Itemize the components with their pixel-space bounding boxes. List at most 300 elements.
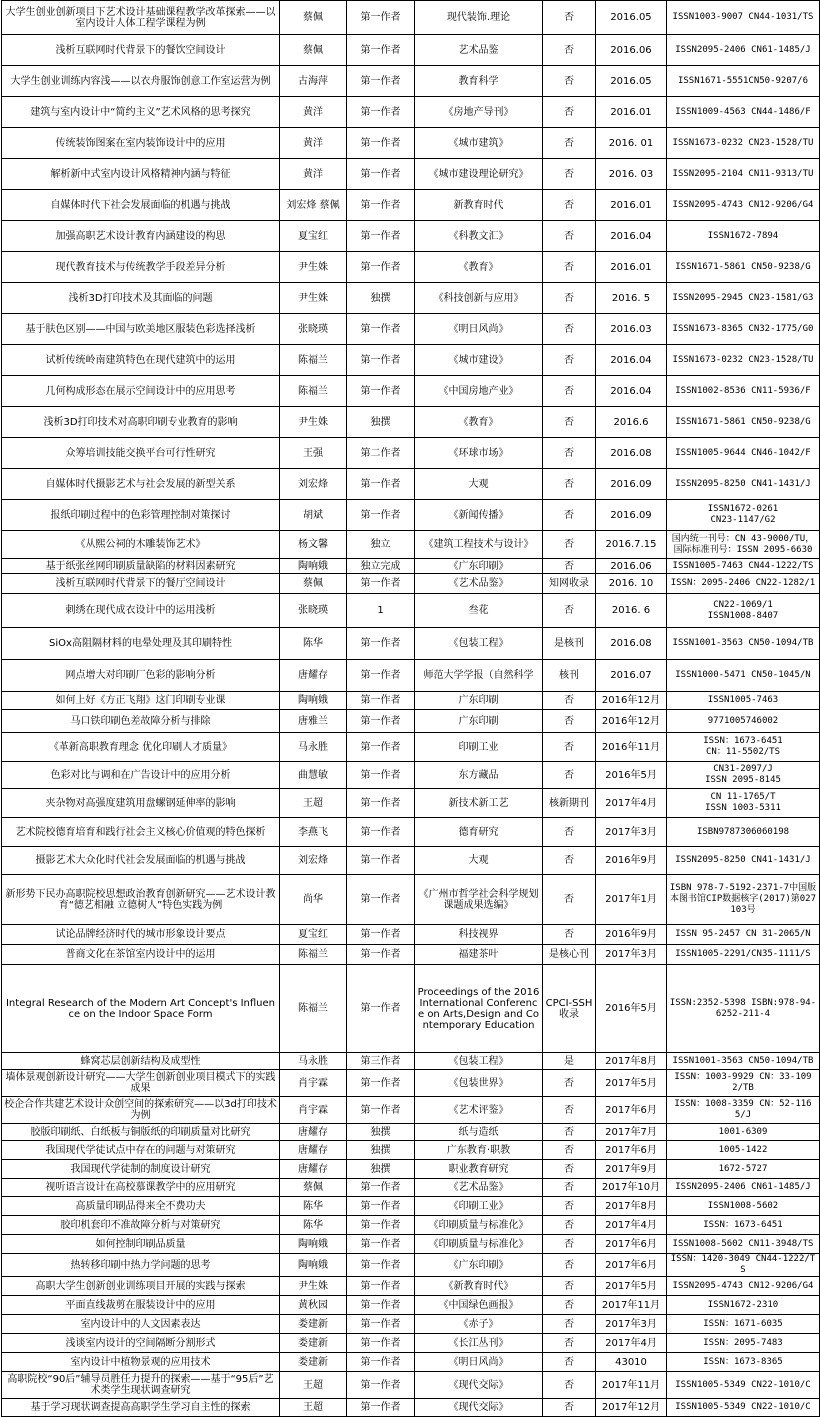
- issn-cn-cell: ISSN1001-3563 CN50-1094/TB: [667, 628, 820, 660]
- journal-cell: 艺术品鉴: [415, 35, 543, 66]
- paper-title-cell: SiOx高阻隔材料的电晕处理及其印刷特性: [2, 628, 280, 660]
- publish-date-cell: 2017年8月: [596, 1053, 667, 1070]
- author-cell: 刘宏烽: [280, 469, 347, 500]
- indexed-cell: 否: [543, 818, 596, 847]
- issn-cn-cell: 1672-5727: [667, 1160, 820, 1179]
- author-role-cell: 第一作者: [347, 1315, 415, 1334]
- author-cell: 陶响娥: [280, 1254, 347, 1277]
- table-row: [2, 469, 820, 500]
- author-role-cell: 第一作者: [347, 1296, 415, 1315]
- issn-cn-cell: ISSN2095-2104 CN11-9313/TU: [667, 159, 820, 190]
- author-role-cell: 第一作者: [347, 818, 415, 847]
- journal-cell: 《科教文汇》: [415, 221, 543, 252]
- publish-date-cell: 2016. 5: [596, 283, 667, 314]
- journal-cell: 《建筑工程技术与设计》: [415, 531, 543, 559]
- paper-title-cell: 普商文化在茶馆室内设计中的运用: [2, 945, 280, 965]
- author-cell: 陶响娥: [280, 692, 347, 710]
- paper-title-cell: 浅析互联网时代背景下的餐饮空间设计: [2, 35, 280, 66]
- author-role-cell: 第一作者: [347, 1097, 415, 1124]
- indexed-cell: 否: [543, 407, 596, 438]
- journal-cell: 新教育时代: [415, 190, 543, 221]
- paper-title-cell: 浅析3D打印技术对高职印刷专业教育的影响: [2, 407, 280, 438]
- paper-title-cell: 报纸印刷过程中的色彩管理控制对策探讨: [2, 500, 280, 531]
- paper-title-cell: 浅谈室内设计的空间隔断分割形式: [2, 1334, 280, 1353]
- issn-cn-cell: ISBN9787306060198: [667, 818, 820, 847]
- author-role-cell: 第一作者: [347, 660, 415, 692]
- paper-title-cell: 众筹培训技能交换平台可行性研究: [2, 438, 280, 469]
- author-cell: 肖宇霖: [280, 1070, 347, 1097]
- journal-cell: 德育研究: [415, 818, 543, 847]
- author-cell: 王超: [280, 1372, 347, 1399]
- publish-date-cell: 2016.6: [596, 407, 667, 438]
- indexed-cell: 否: [543, 469, 596, 500]
- table-row: [2, 1277, 820, 1296]
- issn-cn-cell: ISSN1672-0261 CN23-1147/G2: [667, 500, 820, 531]
- table-row: [2, 1141, 820, 1160]
- indexed-cell: 否: [543, 159, 596, 190]
- publish-date-cell: 2016.08: [596, 438, 667, 469]
- journal-cell: 《科技创新与应用》: [415, 283, 543, 314]
- indexed-cell: 否: [543, 128, 596, 159]
- table-row: [2, 1296, 820, 1315]
- issn-cn-cell: ISSN1008-5602 CN11-3948/TS: [667, 1235, 820, 1254]
- issn-cn-cell: ISSN：1673-6451 CN：11-5502/TS: [667, 733, 820, 762]
- author-role-cell: 第三作者: [347, 1053, 415, 1070]
- table-row: [2, 945, 820, 965]
- paper-title-cell: 《革新高职教育理念 优化印刷人才质量》: [2, 733, 280, 762]
- issn-cn-cell: ISSN：1420-3049 CN44-1222/TS: [667, 1254, 820, 1277]
- indexed-cell: 否: [543, 190, 596, 221]
- paper-title-cell: 新形势下民办高职院校思想政治教育创新研究——艺术设计教育“德艺相融 立德树人”特色实践为例: [2, 875, 280, 925]
- paper-title-cell: 室内设计中的人文因素表达: [2, 1315, 280, 1334]
- journal-cell: 教育科学: [415, 66, 543, 97]
- author-cell: 尹生姝: [280, 252, 347, 283]
- indexed-cell: 是核刊: [543, 628, 596, 660]
- journal-cell: 《艺术品鉴》: [415, 1179, 543, 1197]
- journal-cell: 《教育》: [415, 407, 543, 438]
- author-cell: 蔡佩: [280, 35, 347, 66]
- issn-cn-cell: ISSN1005-7463: [667, 692, 820, 710]
- author-role-cell: 第一作者: [347, 1399, 415, 1417]
- publish-date-cell: 43010: [596, 1353, 667, 1372]
- author-cell: 陈福兰: [280, 945, 347, 965]
- journal-cell: 纸与造纸: [415, 1124, 543, 1141]
- journal-cell: 《房地产导刊》: [415, 97, 543, 128]
- author-role-cell: 第一作者: [347, 733, 415, 762]
- issn-cn-cell: ISSN2095-4743 CN12-9206/G4: [667, 190, 820, 221]
- paper-title-cell: 马口铁印刷色差故障分析与排除: [2, 710, 280, 733]
- paper-title-cell: 胶版印刷纸、白纸板与铜版纸的印刷质量对比研究: [2, 1124, 280, 1141]
- journal-cell: 广东印刷: [415, 692, 543, 710]
- issn-cn-cell: ISSN1003-9007 CN44-1031/TS: [667, 1, 820, 35]
- publish-date-cell: 2016. 01: [596, 128, 667, 159]
- publish-date-cell: 2017年3月: [596, 945, 667, 965]
- author-cell: 马永胜: [280, 1053, 347, 1070]
- journal-cell: 《教育》: [415, 252, 543, 283]
- author-cell: 娄建新: [280, 1315, 347, 1334]
- table-row: [2, 1, 820, 35]
- author-cell: 陈华: [280, 628, 347, 660]
- issn-cn-cell: ISSN1000-5471 CN50-1045/N: [667, 660, 820, 692]
- paper-title-cell: 蜂窝芯层创新结构及成型性: [2, 1053, 280, 1070]
- issn-cn-cell: ISSN1005-2291/CN35-1111/S: [667, 945, 820, 965]
- author-role-cell: 独撰: [347, 1141, 415, 1160]
- author-cell: 陈华: [280, 1197, 347, 1216]
- journal-cell: 《包装工程》: [415, 1053, 543, 1070]
- issn-cn-cell: ISSN1001-3563 CN50-1094/TB: [667, 1053, 820, 1070]
- journal-cell: 现代装饰.理论: [415, 1, 543, 35]
- author-role-cell: 第一作者: [347, 500, 415, 531]
- publish-date-cell: 2016.04: [596, 221, 667, 252]
- indexed-cell: 否: [543, 1254, 596, 1277]
- author-role-cell: 第一作者: [347, 875, 415, 925]
- paper-title-cell: 基于纸张丝网印刷质量缺陷的材料因素研究: [2, 559, 280, 574]
- author-cell: 李燕飞: [280, 818, 347, 847]
- journal-cell: 《艺术评鉴》: [415, 1097, 543, 1124]
- journal-cell: 叁花: [415, 594, 543, 628]
- issn-cn-cell: ISSN1005-5349 CN22-1010/C: [667, 1372, 820, 1399]
- table-row: [2, 1070, 820, 1097]
- issn-cn-cell: ISSN2095-2406 CN61-1485/J: [667, 1179, 820, 1197]
- author-cell: 唐耀存: [280, 1141, 347, 1160]
- indexed-cell: 否: [543, 1097, 596, 1124]
- table-row: [2, 789, 820, 818]
- publish-date-cell: 2016.08: [596, 628, 667, 660]
- table-row: [2, 847, 820, 875]
- table-row: [2, 875, 820, 925]
- author-cell: 陈华: [280, 1216, 347, 1235]
- issn-cn-cell: ISSN1005-9644 CN46-1042/F: [667, 438, 820, 469]
- issn-cn-cell: ISSN1673-0232 CN23-1528/TU: [667, 345, 820, 376]
- author-role-cell: 第一作者: [347, 221, 415, 252]
- journal-cell: 《印刷质量与标准化》: [415, 1216, 543, 1235]
- indexed-cell: 否: [543, 345, 596, 376]
- table-row: [2, 1216, 820, 1235]
- table-row: [2, 1197, 820, 1216]
- author-role-cell: 第一作者: [347, 965, 415, 1053]
- publish-date-cell: 2017年10月: [596, 1179, 667, 1197]
- publish-date-cell: 2016年12月: [596, 692, 667, 710]
- author-cell: 娄建新: [280, 1353, 347, 1372]
- publish-date-cell: 2017年4月: [596, 1216, 667, 1235]
- table-row: [2, 345, 820, 376]
- publish-date-cell: 2017年12月: [596, 1399, 667, 1417]
- author-role-cell: 第一作者: [347, 1372, 415, 1399]
- indexed-cell: 否: [543, 875, 596, 925]
- issn-cn-cell: 9771005746002: [667, 710, 820, 733]
- table-row: [2, 762, 820, 789]
- journal-cell: 《环球市场》: [415, 438, 543, 469]
- table-row: [2, 1399, 820, 1417]
- paper-title-cell: 试析传统岭南建筑特色在现代建筑中的运用: [2, 345, 280, 376]
- author-role-cell: 独立: [347, 531, 415, 559]
- paper-title-cell: 浅析互联网时代背景下的餐厅空间设计: [2, 574, 280, 594]
- journal-cell: 《新教育时代》: [415, 1277, 543, 1296]
- publish-date-cell: 2016.01: [596, 190, 667, 221]
- publish-date-cell: 2016年5月: [596, 965, 667, 1053]
- journal-cell: 福建茶叶: [415, 945, 543, 965]
- paper-title-cell: 基于学习现状调查提高高职学生学习自主性的探索: [2, 1399, 280, 1417]
- indexed-cell: 否: [543, 1399, 596, 1417]
- paper-title-cell: 自媒体时代摄影艺术与社会发展的新型关系: [2, 469, 280, 500]
- indexed-cell: 否: [543, 1124, 596, 1141]
- indexed-cell: 否: [543, 221, 596, 252]
- publish-date-cell: 2017年6月: [596, 1254, 667, 1277]
- issn-cn-cell: 1001-6309: [667, 1124, 820, 1141]
- table-row: [2, 733, 820, 762]
- author-role-cell: 第一作者: [347, 376, 415, 407]
- journal-cell: 印刷工业: [415, 733, 543, 762]
- paper-title-cell: 夹杂物对高强度建筑用盘螺钢延伸率的影响: [2, 789, 280, 818]
- publish-date-cell: 2016.04: [596, 345, 667, 376]
- journal-cell: 《包装工程》: [415, 628, 543, 660]
- publish-date-cell: 2017年1月: [596, 875, 667, 925]
- paper-title-cell: 浅析3D打印技术及其面临的问题: [2, 283, 280, 314]
- indexed-cell: 是: [543, 1053, 596, 1070]
- paper-title-cell: 几何构成形态在展示空间设计中的应用思考: [2, 376, 280, 407]
- indexed-cell: 否: [543, 1277, 596, 1296]
- author-role-cell: 第一作者: [347, 1216, 415, 1235]
- indexed-cell: 否: [543, 594, 596, 628]
- journal-cell: 《长江丛刊》: [415, 1334, 543, 1353]
- indexed-cell: 否: [543, 692, 596, 710]
- table-row: [2, 128, 820, 159]
- indexed-cell: 否: [543, 1141, 596, 1160]
- author-role-cell: 第一作者: [347, 159, 415, 190]
- paper-title-cell: 视听语言设计在高校慕课教学中的应用研究: [2, 1179, 280, 1197]
- author-role-cell: 第一作者: [347, 128, 415, 159]
- author-cell: 马永胜: [280, 733, 347, 762]
- paper-title-cell: 自媒体时代下社会发展面临的机遇与挑战: [2, 190, 280, 221]
- indexed-cell: 否: [543, 1, 596, 35]
- author-role-cell: 独撰: [347, 1124, 415, 1141]
- issn-cn-cell: ISSN1008-5602: [667, 1197, 820, 1216]
- issn-cn-cell: ISSN1005-7463 CN44-1222/TS: [667, 559, 820, 574]
- publish-date-cell: 2016.06: [596, 559, 667, 574]
- author-cell: 杨文馨: [280, 531, 347, 559]
- author-cell: 陶响娥: [280, 1235, 347, 1254]
- table-row: [2, 1179, 820, 1197]
- author-cell: 夏宝红: [280, 221, 347, 252]
- publish-date-cell: 2017年11月: [596, 1296, 667, 1315]
- paper-title-cell: 如何控制印刷品质量: [2, 1235, 280, 1254]
- journal-cell: 《现代交际》: [415, 1372, 543, 1399]
- journal-cell: 新技术新工艺: [415, 789, 543, 818]
- issn-cn-cell: ISSN1673-8365 CN32-1775/G0: [667, 314, 820, 345]
- indexed-cell: 否: [543, 559, 596, 574]
- issn-cn-cell: CN22-1069/1 ISSN1008-8407: [667, 594, 820, 628]
- publish-date-cell: 2017年7月: [596, 1124, 667, 1141]
- indexed-cell: 否: [543, 1372, 596, 1399]
- issn-cn-cell: ISSN2095-2945 CN23-1581/G3: [667, 283, 820, 314]
- issn-cn-cell: ISSN2095-8250 CN41-1431/J: [667, 469, 820, 500]
- paper-title-cell: 高质量印刷品得来全不费功夫: [2, 1197, 280, 1216]
- publish-date-cell: 2016.03: [596, 314, 667, 345]
- author-role-cell: 独撰: [347, 283, 415, 314]
- paper-title-cell: 加强高职艺术设计教育内涵建设的构思: [2, 221, 280, 252]
- publish-date-cell: 2016. 6: [596, 594, 667, 628]
- author-cell: 蔡佩: [280, 1179, 347, 1197]
- paper-title-cell: Integral Research of the Modern Art Concept's Influence on the Indoor Space Form: [2, 965, 280, 1053]
- paper-title-cell: 现代教育技术与传统教学手段差异分析: [2, 252, 280, 283]
- author-role-cell: 第一作者: [347, 574, 415, 594]
- publish-date-cell: 2016.01: [596, 97, 667, 128]
- author-role-cell: 第一作者: [347, 190, 415, 221]
- author-cell: 蔡佩: [280, 1, 347, 35]
- publish-date-cell: 2016.06: [596, 35, 667, 66]
- author-role-cell: 第一作者: [347, 762, 415, 789]
- journal-cell: 广东教育·职教: [415, 1141, 543, 1160]
- author-cell: 王超: [280, 1399, 347, 1417]
- paper-title-cell: 校企合作共建艺术设计众创空间的探索研究——以3d打印技术为例: [2, 1097, 280, 1124]
- author-cell: 陶响娥: [280, 559, 347, 574]
- table-row: [2, 710, 820, 733]
- publish-date-cell: 2017年9月: [596, 1160, 667, 1179]
- table-row: [2, 1235, 820, 1254]
- issn-cn-cell: ISSN1672-7894: [667, 221, 820, 252]
- author-cell: 刘宏烽 蔡佩: [280, 190, 347, 221]
- author-cell: 蔡佩: [280, 574, 347, 594]
- paper-title-cell: 摄影艺术大众化时代社会发展面临的机遇与挑战: [2, 847, 280, 875]
- author-role-cell: 第一作者: [347, 252, 415, 283]
- table-row: [2, 159, 820, 190]
- journal-cell: 师范大学学报（自然科学: [415, 660, 543, 692]
- author-cell: 陈福兰: [280, 376, 347, 407]
- indexed-cell: 否: [543, 531, 596, 559]
- publish-date-cell: 2017年3月: [596, 1315, 667, 1334]
- author-cell: 夏宝红: [280, 925, 347, 945]
- indexed-cell: 否: [543, 733, 596, 762]
- issn-cn-cell: CN 11-1765/T ISSN 1003-5311: [667, 789, 820, 818]
- journal-cell: 《新闻传播》: [415, 500, 543, 531]
- paper-title-cell: 建筑与室内设计中“简约主义”艺术风格的思考探究: [2, 97, 280, 128]
- table-row: [2, 628, 820, 660]
- table-row: [2, 925, 820, 945]
- indexed-cell: 否: [543, 710, 596, 733]
- paper-title-cell: 《从熙公祠的木雕装饰艺术》: [2, 531, 280, 559]
- author-cell: 陈福兰: [280, 965, 347, 1053]
- journal-cell: 《城市建设》: [415, 345, 543, 376]
- author-role-cell: 第一作者: [347, 945, 415, 965]
- indexed-cell: CPCI-SSH收录: [543, 965, 596, 1053]
- publish-date-cell: 2017年6月: [596, 1141, 667, 1160]
- author-cell: 陈福兰: [280, 345, 347, 376]
- author-role-cell: 第一作者: [347, 847, 415, 875]
- paper-title-cell: 如何上好《方正飞翔》这门印刷专业课: [2, 692, 280, 710]
- indexed-cell: 否: [543, 1197, 596, 1216]
- journal-cell: 科技视界: [415, 925, 543, 945]
- paper-title-cell: 墙体景观创新设计研究——大学生创新创业项目模式下的实践成果: [2, 1070, 280, 1097]
- publish-date-cell: 2016年9月: [596, 925, 667, 945]
- issn-cn-cell: ISSN：1673-6451: [667, 1216, 820, 1235]
- journal-cell: 《中国绿色画报》: [415, 1296, 543, 1315]
- publish-date-cell: 2016. 03: [596, 159, 667, 190]
- publish-date-cell: 2017年4月: [596, 789, 667, 818]
- issn-cn-cell: ISSN1002-8536 CN11-5936/F: [667, 376, 820, 407]
- author-role-cell: 第一作者: [347, 1197, 415, 1216]
- indexed-cell: 知网收录: [543, 574, 596, 594]
- issn-cn-cell: ISSN：2095-2406 CN22-1282/1: [667, 574, 820, 594]
- paper-title-cell: 高职院校“90后”辅导员胜任力提升的探索——基于“95后”艺术类学生现状调查研究: [2, 1372, 280, 1399]
- author-cell: 刘宏烽: [280, 847, 347, 875]
- journal-cell: 《明日风尚》: [415, 1353, 543, 1372]
- issn-cn-cell: ISSN1671-5551CN50-9207/6: [667, 66, 820, 97]
- publish-date-cell: 2016.05: [596, 1, 667, 35]
- author-cell: 唐雅兰: [280, 710, 347, 733]
- indexed-cell: 否: [543, 1070, 596, 1097]
- author-cell: 古海萍: [280, 66, 347, 97]
- indexed-cell: 否: [543, 1334, 596, 1353]
- issn-cn-cell: ISSN1005-5349 CN22-1010/C: [667, 1399, 820, 1417]
- table-row: [2, 1315, 820, 1334]
- issn-cn-cell: ISSN 95-2457 CN 31-2065/N: [667, 925, 820, 945]
- paper-title-cell: 艺术院校德育培育和践行社会主义核心价值观的特色探析: [2, 818, 280, 847]
- publish-date-cell: 2017年8月: [596, 1197, 667, 1216]
- paper-title-cell: 刺绣在现代成衣设计中的运用浅析: [2, 594, 280, 628]
- issn-cn-cell: ISSN2095-2406 CN61-1485/J: [667, 35, 820, 66]
- publish-date-cell: 2017年6月: [596, 1097, 667, 1124]
- author-role-cell: 第一作者: [347, 66, 415, 97]
- publish-date-cell: 2017年6月: [596, 1235, 667, 1254]
- table-row: [2, 221, 820, 252]
- journal-cell: 《城市建筑》: [415, 128, 543, 159]
- author-role-cell: 第一作者: [347, 710, 415, 733]
- indexed-cell: 否: [543, 252, 596, 283]
- table-row: [2, 965, 820, 1053]
- author-role-cell: 第一作者: [347, 692, 415, 710]
- table-row: [2, 1124, 820, 1141]
- indexed-cell: 否: [543, 762, 596, 789]
- paper-title-cell: 大学生创业创新项目下艺术设计基础课程教学改革探索——以室内设计人体工程学课程为例: [2, 1, 280, 35]
- issn-cn-cell: ISSN：1671-6035: [667, 1315, 820, 1334]
- author-role-cell: 第一作者: [347, 469, 415, 500]
- table-row: [2, 1053, 820, 1070]
- author-role-cell: 第一作者: [347, 1254, 415, 1277]
- journal-cell: 广东印刷: [415, 710, 543, 733]
- table-row: [2, 500, 820, 531]
- indexed-cell: 否: [543, 1179, 596, 1197]
- author-cell: 黄洋: [280, 128, 347, 159]
- paper-title-cell: 胶印机套印不准故障分析与对策研究: [2, 1216, 280, 1235]
- publish-date-cell: 2016年12月: [596, 710, 667, 733]
- author-cell: 张晓瑛: [280, 594, 347, 628]
- issn-cn-cell: ISSN1009-4563 CN44-1486/F: [667, 97, 820, 128]
- issn-cn-cell: CN31-2097/J ISSN 2095-8145: [667, 762, 820, 789]
- publish-date-cell: 2016年11月: [596, 733, 667, 762]
- issn-cn-cell: ISSN2095-8250 CN41-1431/J: [667, 847, 820, 875]
- author-cell: 王强: [280, 438, 347, 469]
- publish-date-cell: 2016.04: [596, 376, 667, 407]
- table-row: [2, 660, 820, 692]
- publication-table-body: [2, 1, 820, 1417]
- table-row: [2, 252, 820, 283]
- table-row: [2, 692, 820, 710]
- author-role-cell: 1: [347, 594, 415, 628]
- publish-date-cell: 2016.7.15: [596, 531, 667, 559]
- publish-date-cell: 2017年3月: [596, 818, 667, 847]
- journal-cell: 《明日风尚》: [415, 314, 543, 345]
- journal-cell: 东方藏品: [415, 762, 543, 789]
- journal-cell: 《印刷质量与标准化》: [415, 1235, 543, 1254]
- indexed-cell: 否: [543, 1216, 596, 1235]
- indexed-cell: 否: [543, 1160, 596, 1179]
- table-row: [2, 1160, 820, 1179]
- paper-title-cell: 我国现代学徒制的制度设计研究: [2, 1160, 280, 1179]
- paper-title-cell: 室内设计中植物景观的应用技术: [2, 1353, 280, 1372]
- issn-cn-cell: ISSN1672-2310: [667, 1296, 820, 1315]
- author-role-cell: 第一作者: [347, 314, 415, 345]
- indexed-cell: 核新期刊: [543, 789, 596, 818]
